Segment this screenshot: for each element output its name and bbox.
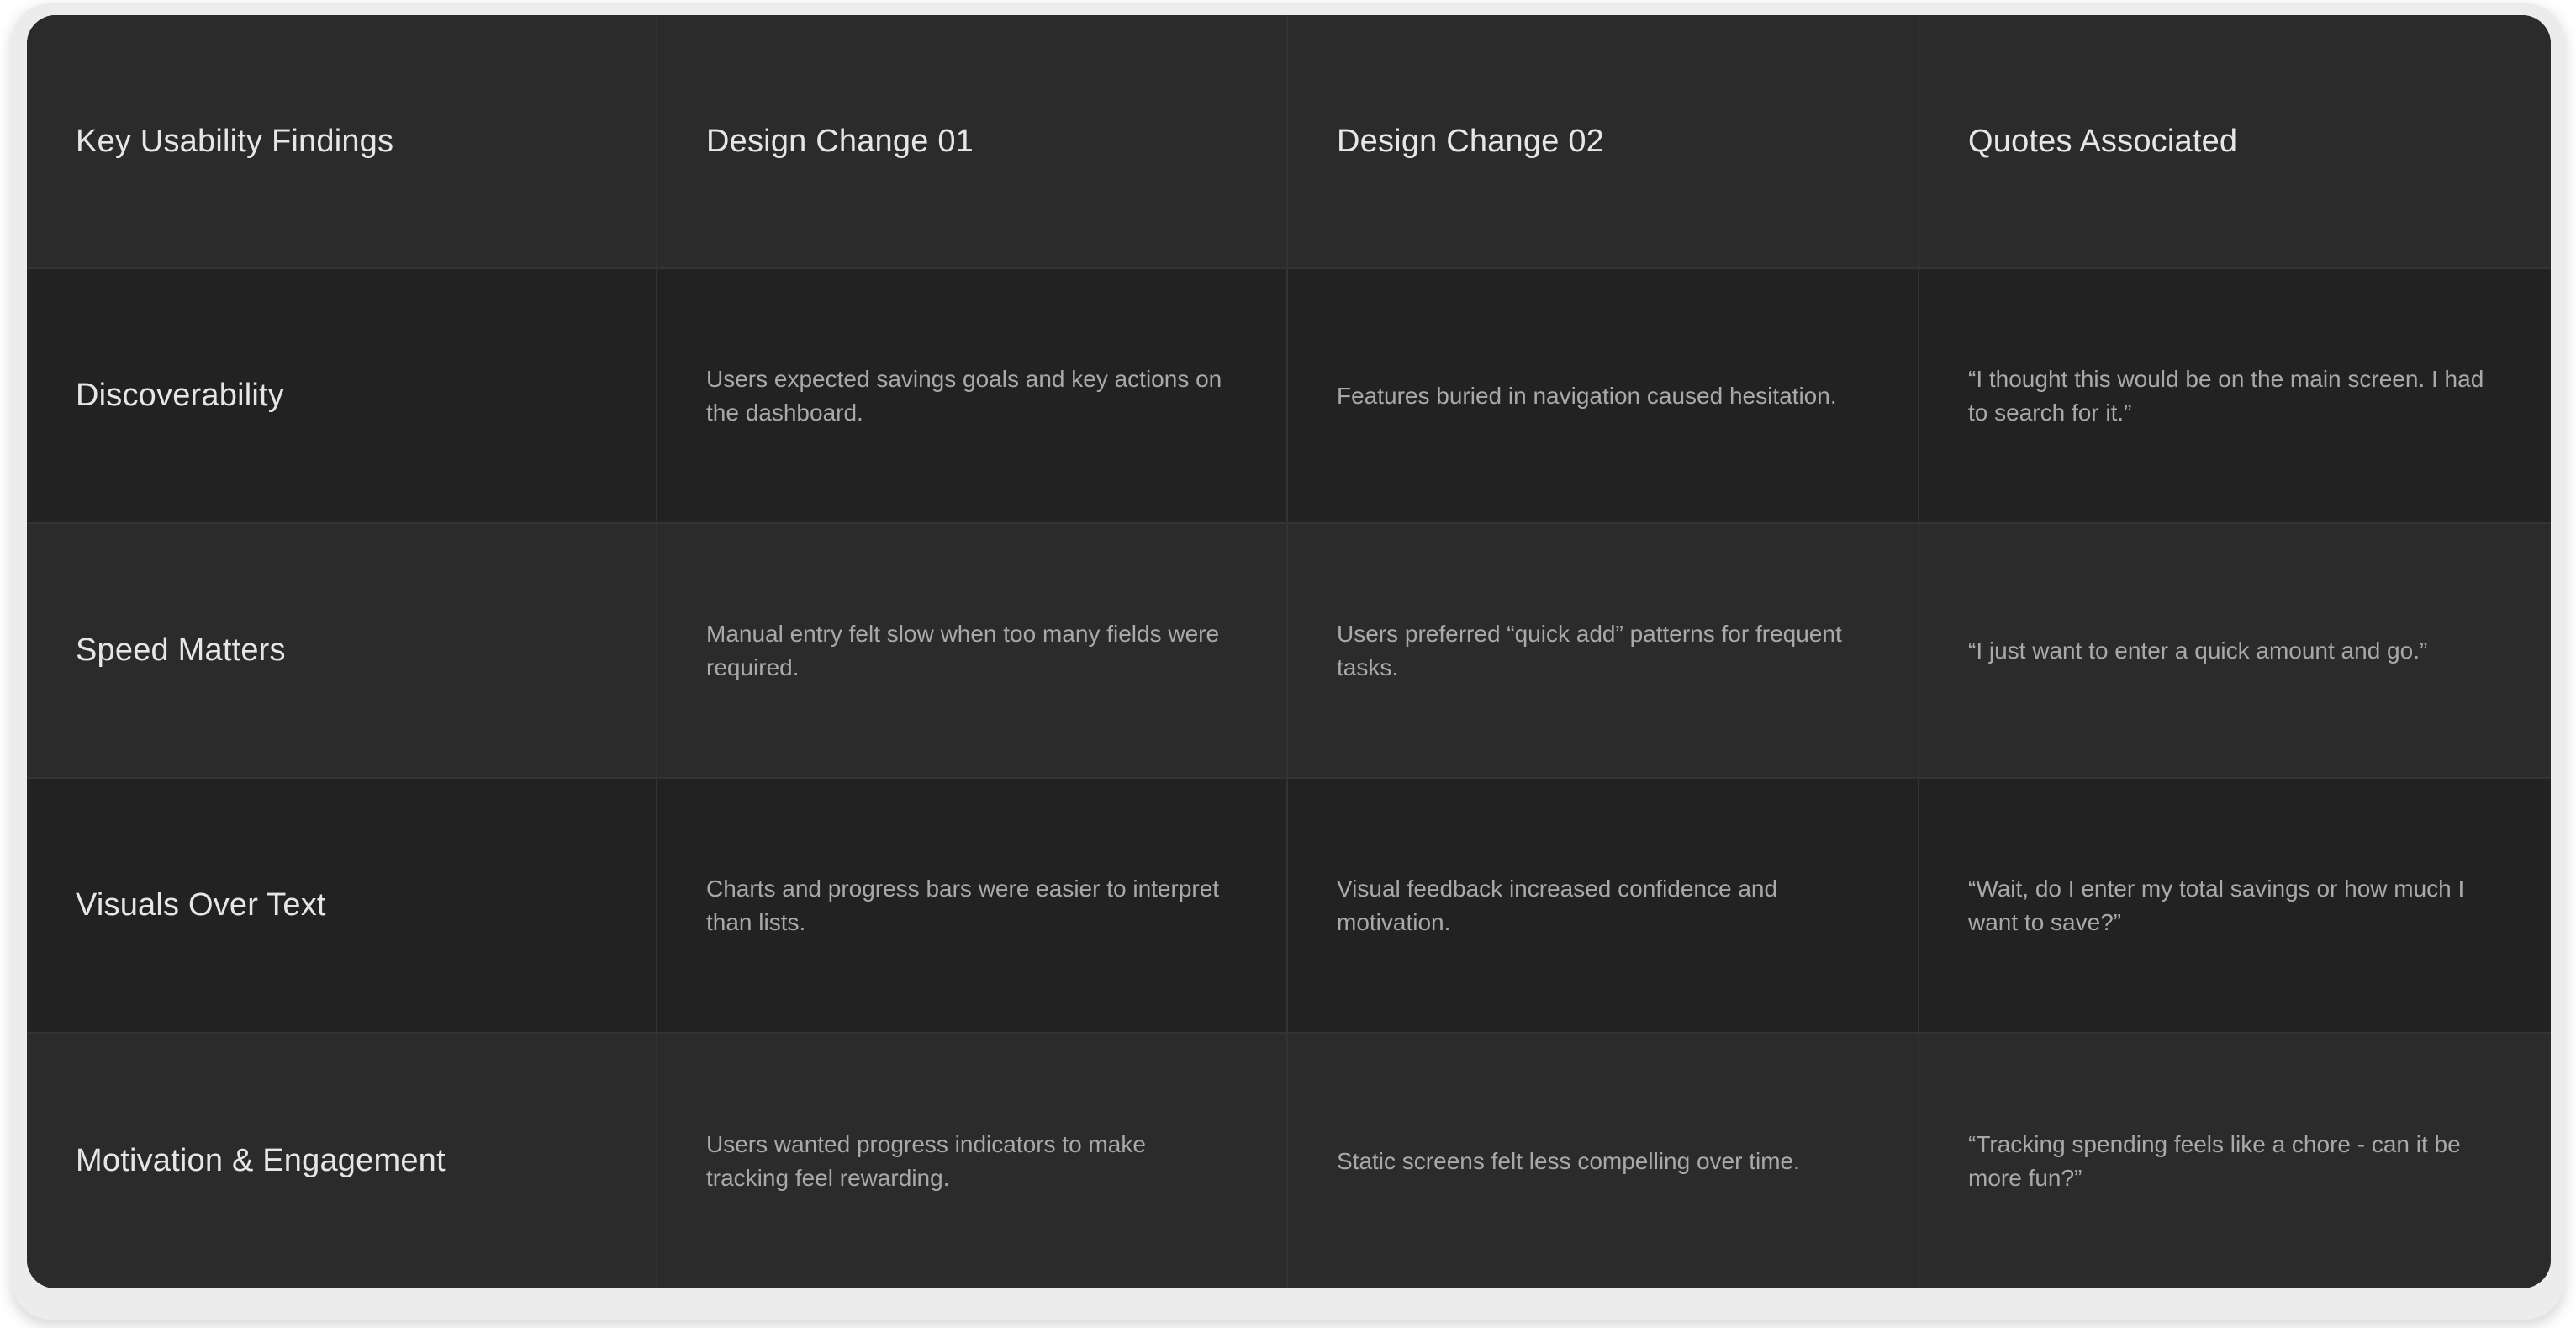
usability-findings-table (27, 15, 2551, 1288)
quote-cell (1919, 524, 2551, 779)
quote-text: “I just want to enter a quick amount and go.” (1968, 637, 2428, 664)
change-02-text: Visual feedback increased confidence and motivation. (1337, 875, 1778, 935)
finding-cell (27, 779, 657, 1034)
change-01-cell (657, 269, 1288, 524)
change-02-text: Users preferred “quick add” patterns for frequent tasks. (1337, 620, 1842, 680)
header-quotes-associated: Quotes Associated (1968, 123, 2238, 159)
change-01-cell (657, 779, 1288, 1034)
header-cell-findings (27, 15, 657, 269)
header-design-change-01: Design Change 01 (706, 123, 974, 159)
quote-text: “Tracking spending feels like a chore - can it be more fun?” (1968, 1130, 2461, 1191)
change-02-text: Features buried in navigation caused hesitation. (1337, 382, 1837, 409)
quote-cell (1919, 269, 2551, 524)
quote-text: “Wait, do I enter my total savings or how much I want to save?” (1968, 875, 2465, 935)
quote-cell (1919, 1034, 2551, 1288)
finding-cell (27, 1034, 657, 1288)
change-01-cell (657, 524, 1288, 779)
change-02-cell (1288, 779, 1919, 1034)
change-01-text: Users wanted progress indicators to make tracking feel rewarding. (706, 1130, 1146, 1191)
change-01-text: Users expected savings goals and key actions on the dashboard. (706, 365, 1222, 426)
header-cell-quotes (1919, 15, 2551, 269)
finding-title: Speed Matters (76, 632, 286, 668)
header-cell-change-02 (1288, 15, 1919, 269)
quote-text: “I thought this would be on the main screen. I had to search for it.” (1968, 365, 2484, 426)
change-02-cell (1288, 1034, 1919, 1288)
finding-cell (27, 269, 657, 524)
header-design-change-02: Design Change 02 (1337, 123, 1604, 159)
finding-title: Visuals Over Text (76, 887, 326, 923)
change-01-text: Manual entry felt slow when too many fields were required. (706, 620, 1220, 680)
change-02-cell (1288, 269, 1919, 524)
change-01-text: Charts and progress bars were easier to interpret than lists. (706, 875, 1220, 935)
change-01-cell (657, 1034, 1288, 1288)
change-02-text: Static screens felt less compelling over time. (1337, 1147, 1800, 1174)
finding-cell (27, 524, 657, 779)
finding-title: Discoverability (76, 378, 284, 413)
quote-cell (1919, 779, 2551, 1034)
header-cell-change-01 (657, 15, 1288, 269)
change-02-cell (1288, 524, 1919, 779)
finding-title: Motivation & Engagement (76, 1143, 446, 1178)
header-key-usability-findings: Key Usability Findings (76, 123, 394, 159)
